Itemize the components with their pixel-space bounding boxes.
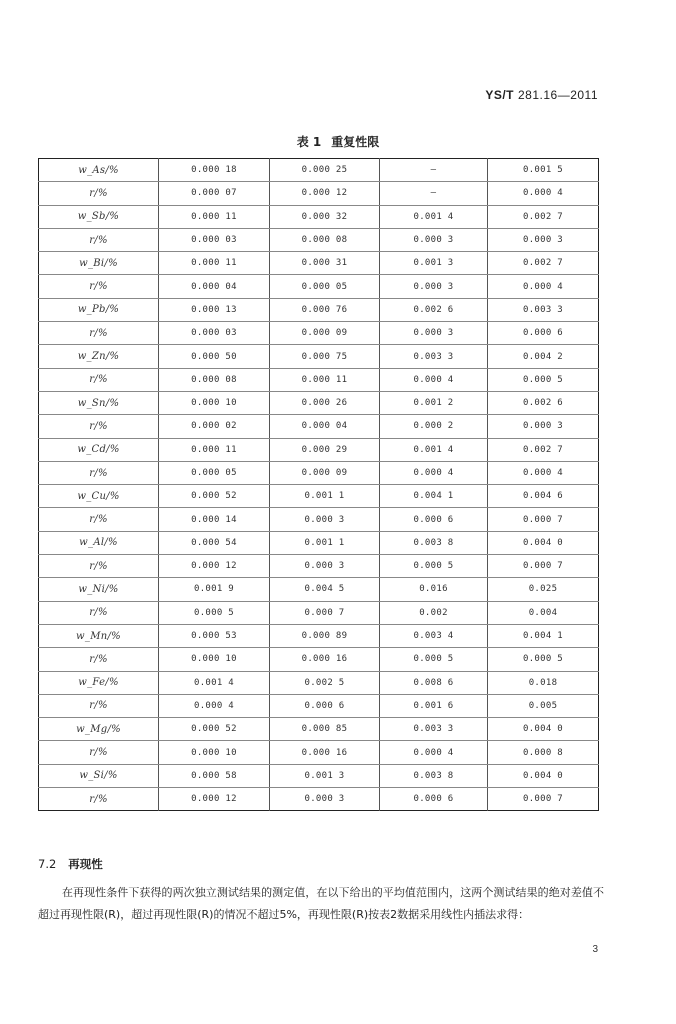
value-cell: 0.000 76 [270,298,380,321]
value-cell: 0.000 09 [270,461,380,484]
value-cell: 0.000 07 [159,182,270,205]
table-row [39,391,599,414]
value-cell: 0.001 2 [380,391,488,414]
value-cell: 0.000 3 [488,415,599,438]
value-cell: 0.000 3 [380,322,488,345]
value-cell: 0.000 14 [159,508,270,531]
value-cell: 0.000 08 [159,368,270,391]
value-cell: 0.001 6 [380,694,488,717]
value-cell: 0.000 2 [380,415,488,438]
value-cell: 0.000 05 [270,275,380,298]
value-cell: 0.000 6 [488,322,599,345]
value-cell: 0.000 16 [270,741,380,764]
value-cell: 0.000 12 [159,788,270,811]
table-row [39,624,599,647]
value-cell: 0.000 26 [270,391,380,414]
value-cell: 0.001 9 [159,578,270,601]
row-label-cell: w_Al/% [39,531,159,554]
value-cell: 0.003 4 [380,624,488,647]
value-cell: 0.000 02 [159,415,270,438]
table-row [39,228,599,251]
row-label-cell: r/% [39,741,159,764]
value-cell: 0.001 1 [270,531,380,554]
value-cell: 0.004 5 [270,578,380,601]
value-cell: 0.000 08 [270,228,380,251]
value-cell: 0.000 11 [270,368,380,391]
value-cell: 0.000 12 [270,182,380,205]
row-label-cell: w_Zn/% [39,345,159,368]
table-row [39,694,599,717]
row-label-cell: w_Bi/% [39,252,159,275]
row-label-cell: r/% [39,555,159,578]
value-cell: 0.000 6 [380,788,488,811]
row-label-cell: r/% [39,228,159,251]
row-label-cell: w_Mn/% [39,624,159,647]
table-body [39,159,599,811]
table-row [39,368,599,391]
value-cell: 0.000 85 [270,718,380,741]
row-label-cell: r/% [39,275,159,298]
table-row [39,415,599,438]
section-heading [38,856,103,872]
table-row [39,648,599,671]
table-row [39,322,599,345]
value-cell: 0.000 7 [488,788,599,811]
value-cell: 0.001 1 [270,485,380,508]
value-cell: 0.000 75 [270,345,380,368]
value-cell: 0.000 4 [488,461,599,484]
row-label-cell: w_Si/% [39,764,159,787]
row-label-cell: w_Cu/% [39,485,159,508]
table-row [39,205,599,228]
table-row [39,508,599,531]
section-number: 7.2 [38,857,57,871]
table-row [39,788,599,811]
value-cell: 0.004 [488,601,599,624]
value-cell: 0.002 7 [488,438,599,461]
section-title: 再现性 [68,857,103,871]
value-cell: 0.000 11 [159,252,270,275]
value-cell: 0.000 53 [159,624,270,647]
value-cell: — [380,159,488,182]
table-row [39,485,599,508]
row-label-cell: w_As/% [39,159,159,182]
table-row [39,555,599,578]
value-cell: 0.000 05 [159,461,270,484]
value-cell: 0.000 04 [159,275,270,298]
value-cell: 0.000 04 [270,415,380,438]
row-label-cell: r/% [89,793,108,805]
table-row [39,764,599,787]
value-cell: 0.000 32 [270,205,380,228]
standard-code [485,88,598,102]
value-cell: 0.025 [488,578,599,601]
value-cell: 0.004 2 [488,345,599,368]
row-label-cell: r/% [39,648,159,671]
value-cell: 0.000 4 [488,275,599,298]
row-label-cell: r/% [39,508,159,531]
value-cell: 0.000 5 [488,368,599,391]
value-cell: 0.004 6 [488,485,599,508]
value-cell: 0.000 4 [488,182,599,205]
row-label-cell: w_Mg/% [39,718,159,741]
row-label-cell: w_Ni/% [39,578,159,601]
table-title: 重复性限 [331,135,380,149]
value-cell: 0.001 4 [380,205,488,228]
value-cell: 0.002 7 [488,205,599,228]
value-cell: 0.000 10 [159,648,270,671]
value-cell: — [380,182,488,205]
value-cell: 0.000 16 [270,648,380,671]
value-cell: 0.016 [380,578,488,601]
row-label-cell: w_Cd/% [39,438,159,461]
value-cell: 0.000 11 [159,438,270,461]
value-cell: 0.000 10 [159,741,270,764]
table-row [39,601,599,624]
value-cell: 0.000 3 [380,275,488,298]
value-cell: 0.000 5 [488,648,599,671]
value-cell: 0.000 12 [159,555,270,578]
table-row [39,345,599,368]
value-cell: 0.000 4 [380,461,488,484]
value-cell: 0.000 3 [380,228,488,251]
value-cell: 0.004 0 [488,531,599,554]
value-cell: 0.000 4 [380,741,488,764]
standard-code-number: 281.16—2011 [517,88,598,102]
value-cell: 0.000 4 [159,694,270,717]
table-row [39,252,599,275]
value-cell: 0.001 3 [380,252,488,275]
table-number: 表 1 [296,135,322,149]
table-caption [0,133,676,150]
row-label-cell: w_Pb/% [39,298,159,321]
value-cell: 0.000 8 [488,741,599,764]
value-cell: 0.000 3 [270,788,380,811]
value-cell: 0.004 1 [488,624,599,647]
table-row [39,298,599,321]
value-cell: 0.000 31 [270,252,380,275]
table-row [39,461,599,484]
table-row [39,159,599,182]
value-cell: 0.005 [488,694,599,717]
value-cell: 0.000 6 [270,694,380,717]
row-label-cell: r/% [39,322,159,345]
value-cell: 0.000 52 [159,485,270,508]
table-row [39,275,599,298]
value-cell: 0.000 03 [159,322,270,345]
table-row [39,578,599,601]
value-cell: 0.004 0 [488,764,599,787]
value-cell: 0.001 4 [380,438,488,461]
value-cell: 0.001 5 [488,159,599,182]
table-row [39,671,599,694]
repeatability-limit-table [38,158,599,811]
value-cell: 0.000 3 [270,555,380,578]
value-cell: 0.018 [488,671,599,694]
value-cell: 0.000 29 [270,438,380,461]
value-cell: 0.004 1 [380,485,488,508]
row-label-cell: r/% [39,415,159,438]
value-cell: 0.000 4 [380,368,488,391]
value-cell: 0.008 6 [380,671,488,694]
value-cell: 0.002 [380,601,488,624]
page-number: 3 [592,944,598,955]
row-label-cell: w_Fe/% [39,671,159,694]
value-cell: 0.000 52 [159,718,270,741]
table-row [39,741,599,764]
value-cell: 0.004 0 [488,718,599,741]
value-cell: 0.003 8 [380,531,488,554]
value-cell: 0.000 3 [488,228,599,251]
value-cell: 0.000 03 [159,228,270,251]
value-cell: 0.000 50 [159,345,270,368]
row-label-cell: r/% [39,182,159,205]
value-cell: 0.000 09 [270,322,380,345]
table-row [39,718,599,741]
value-cell: 0.000 89 [270,624,380,647]
value-cell: 0.003 3 [380,718,488,741]
value-cell: 0.000 10 [159,391,270,414]
value-cell: 0.000 7 [488,555,599,578]
value-cell: 0.003 3 [488,298,599,321]
row-label-cell: w_Sn/% [39,391,159,414]
value-cell: 0.000 7 [270,601,380,624]
value-cell: 0.002 6 [380,298,488,321]
table-row [39,182,599,205]
value-cell: 0.000 6 [380,508,488,531]
value-cell: 0.000 3 [270,508,380,531]
standard-code-prefix: YS/T [485,88,514,102]
value-cell: 0.000 5 [380,648,488,671]
row-label-cell: r/% [39,694,159,717]
value-cell: 0.000 5 [159,601,270,624]
value-cell: 0.003 8 [380,764,488,787]
row-label-cell: r/% [39,368,159,391]
section-paragraph: 在再现性条件下获得的两次独立测试结果的测定值，在以下给出的平均值范围内，这两个测试结果的绝对差值不超过再现性限(R)，超过再现性限(R)的情况不超过5%，再现性限(R)按表2数据采用线性内插法求得： [38,886,604,921]
row-label-cell: r/% [39,461,159,484]
value-cell: 0.000 11 [159,205,270,228]
table-row [39,531,599,554]
row-label-cell: r/% [39,601,159,624]
row-label-cell: w_Sb/% [39,205,159,228]
value-cell: 0.000 54 [159,531,270,554]
value-cell: 0.001 4 [159,671,270,694]
value-cell: 0.000 13 [159,298,270,321]
value-cell: 0.003 3 [380,345,488,368]
value-cell: 0.001 3 [270,764,380,787]
value-cell: 0.000 25 [270,159,380,182]
value-cell: 0.002 6 [488,391,599,414]
value-cell: 0.000 7 [488,508,599,531]
table-row [39,438,599,461]
value-cell: 0.000 5 [380,555,488,578]
value-cell: 0.002 7 [488,252,599,275]
value-cell: 0.000 18 [159,159,270,182]
value-cell: 0.002 5 [270,671,380,694]
value-cell: 0.000 58 [159,764,270,787]
